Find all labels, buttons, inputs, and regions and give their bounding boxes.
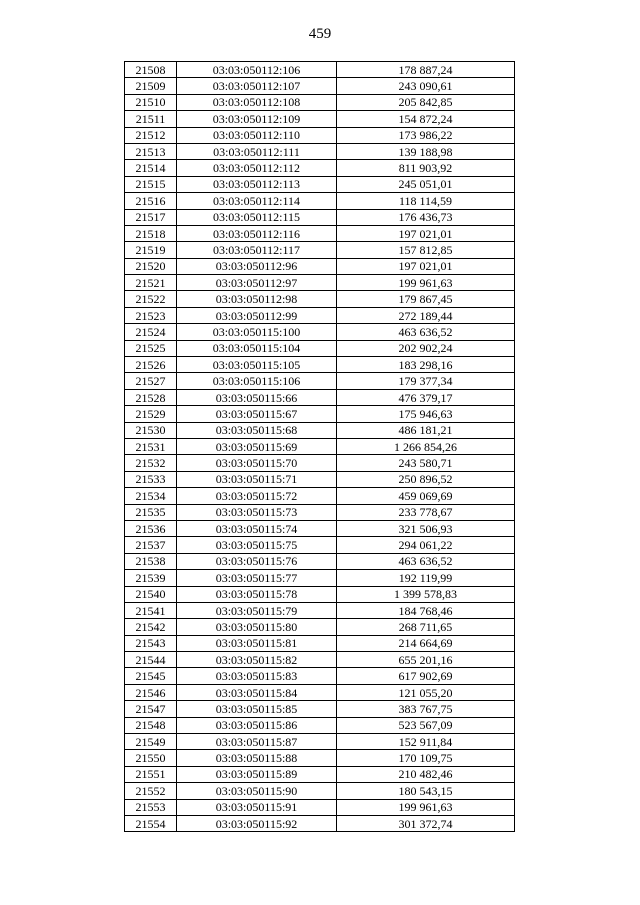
cadastral-number-cell: 03:03:050115:81: [177, 635, 337, 651]
cadastral-number-cell: 03:03:050112:114: [177, 193, 337, 209]
cadastral-number-cell: 03:03:050112:99: [177, 307, 337, 323]
row-number-cell: 21523: [125, 307, 177, 323]
table-row: [125, 766, 515, 782]
row-number-cell: 21543: [125, 635, 177, 651]
value-cell: 214 664,69: [337, 635, 515, 651]
cadastral-number-cell: 03:03:050115:78: [177, 586, 337, 602]
cadastral-number-cell: 03:03:050115:82: [177, 652, 337, 668]
value-cell: 243 580,71: [337, 455, 515, 471]
cadastral-number-cell: 03:03:050115:69: [177, 438, 337, 454]
value-cell: 1 399 578,83: [337, 586, 515, 602]
value-cell: 243 090,61: [337, 78, 515, 94]
cadastral-number-cell: 03:03:050112:106: [177, 62, 337, 78]
table-row: [125, 570, 515, 586]
table-row: [125, 242, 515, 258]
row-number-cell: 21519: [125, 242, 177, 258]
value-cell: 463 636,52: [337, 553, 515, 569]
table-row: [125, 422, 515, 438]
table-row: [125, 619, 515, 635]
table-row: [125, 668, 515, 684]
value-cell: 178 887,24: [337, 62, 515, 78]
value-cell: 121 055,20: [337, 684, 515, 700]
cadastral-number-cell: 03:03:050112:97: [177, 275, 337, 291]
row-number-cell: 21544: [125, 652, 177, 668]
table-row: [125, 799, 515, 815]
value-cell: 197 021,01: [337, 225, 515, 241]
row-number-cell: 21525: [125, 340, 177, 356]
cadastral-number-cell: 03:03:050115:105: [177, 357, 337, 373]
row-number-cell: 21538: [125, 553, 177, 569]
table-row: [125, 111, 515, 127]
table-row: [125, 684, 515, 700]
row-number-cell: 21509: [125, 78, 177, 94]
value-cell: 170 109,75: [337, 750, 515, 766]
value-cell: 245 051,01: [337, 176, 515, 192]
table-row: [125, 357, 515, 373]
cadastral-number-cell: 03:03:050115:83: [177, 668, 337, 684]
row-number-cell: 21534: [125, 488, 177, 504]
value-cell: 233 778,67: [337, 504, 515, 520]
cadastral-number-cell: 03:03:050115:100: [177, 324, 337, 340]
cadastral-number-cell: 03:03:050115:87: [177, 734, 337, 750]
cadastral-number-cell: 03:03:050112:98: [177, 291, 337, 307]
table-row: [125, 340, 515, 356]
row-number-cell: 21526: [125, 357, 177, 373]
row-number-cell: 21524: [125, 324, 177, 340]
row-number-cell: 21548: [125, 717, 177, 733]
cadastral-number-cell: 03:03:050115:85: [177, 701, 337, 717]
value-cell: 486 181,21: [337, 422, 515, 438]
value-cell: 459 069,69: [337, 488, 515, 504]
row-number-cell: 21551: [125, 766, 177, 782]
table-row: [125, 160, 515, 176]
value-cell: 197 021,01: [337, 258, 515, 274]
row-number-cell: 21552: [125, 783, 177, 799]
table-row: [125, 176, 515, 192]
cadastral-number-cell: 03:03:050115:84: [177, 684, 337, 700]
table-row: [125, 209, 515, 225]
value-cell: 210 482,46: [337, 766, 515, 782]
cadastral-number-cell: 03:03:050112:113: [177, 176, 337, 192]
table-row: [125, 94, 515, 110]
cadastral-number-cell: 03:03:050115:92: [177, 815, 337, 831]
row-number-cell: 21545: [125, 668, 177, 684]
row-number-cell: 21549: [125, 734, 177, 750]
table-row: [125, 504, 515, 520]
table-row: [125, 734, 515, 750]
table-row: [125, 471, 515, 487]
value-cell: 272 189,44: [337, 307, 515, 323]
value-cell: 1 266 854,26: [337, 438, 515, 454]
table-row: [125, 62, 515, 78]
row-number-cell: 21511: [125, 111, 177, 127]
row-number-cell: 21521: [125, 275, 177, 291]
table-row: [125, 537, 515, 553]
table-row: [125, 586, 515, 602]
row-number-cell: 21527: [125, 373, 177, 389]
cadastral-number-cell: 03:03:050115:104: [177, 340, 337, 356]
table-row: [125, 455, 515, 471]
value-cell: 173 986,22: [337, 127, 515, 143]
row-number-cell: 21554: [125, 815, 177, 831]
row-number-cell: 21522: [125, 291, 177, 307]
value-cell: 250 896,52: [337, 471, 515, 487]
row-number-cell: 21512: [125, 127, 177, 143]
value-cell: 183 298,16: [337, 357, 515, 373]
value-cell: 152 911,84: [337, 734, 515, 750]
table-row: [125, 275, 515, 291]
table-row: [125, 815, 515, 831]
cadastral-number-cell: 03:03:050112:111: [177, 143, 337, 159]
row-number-cell: 21510: [125, 94, 177, 110]
row-number-cell: 21516: [125, 193, 177, 209]
value-cell: 175 946,63: [337, 406, 515, 422]
row-number-cell: 21530: [125, 422, 177, 438]
cadastral-number-cell: 03:03:050115:66: [177, 389, 337, 405]
table-row: [125, 520, 515, 536]
row-number-cell: 21550: [125, 750, 177, 766]
row-number-cell: 21531: [125, 438, 177, 454]
cadastral-number-cell: 03:03:050115:68: [177, 422, 337, 438]
value-cell: 192 119,99: [337, 570, 515, 586]
registry-table: [124, 61, 515, 832]
table-row: [125, 78, 515, 94]
cadastral-number-cell: 03:03:050115:91: [177, 799, 337, 815]
value-cell: 179 377,34: [337, 373, 515, 389]
table-row: [125, 602, 515, 618]
registry-table-body: [125, 62, 515, 832]
value-cell: 476 379,17: [337, 389, 515, 405]
cadastral-number-cell: 03:03:050115:76: [177, 553, 337, 569]
value-cell: 154 872,24: [337, 111, 515, 127]
value-cell: 811 903,92: [337, 160, 515, 176]
value-cell: 383 767,75: [337, 701, 515, 717]
table-row: [125, 488, 515, 504]
row-number-cell: 21553: [125, 799, 177, 815]
value-cell: 202 902,24: [337, 340, 515, 356]
table-row: [125, 373, 515, 389]
table-row: [125, 225, 515, 241]
value-cell: 157 812,85: [337, 242, 515, 258]
cadastral-number-cell: 03:03:050112:108: [177, 94, 337, 110]
value-cell: 180 543,15: [337, 783, 515, 799]
cadastral-number-cell: 03:03:050115:67: [177, 406, 337, 422]
table-row: [125, 717, 515, 733]
value-cell: 179 867,45: [337, 291, 515, 307]
row-number-cell: 21539: [125, 570, 177, 586]
cadastral-number-cell: 03:03:050115:77: [177, 570, 337, 586]
cadastral-number-cell: 03:03:050112:115: [177, 209, 337, 225]
value-cell: 321 506,93: [337, 520, 515, 536]
cadastral-number-cell: 03:03:050115:71: [177, 471, 337, 487]
table-row: [125, 143, 515, 159]
table-row: [125, 635, 515, 651]
table-row: [125, 258, 515, 274]
table-row: [125, 701, 515, 717]
row-number-cell: 21508: [125, 62, 177, 78]
row-number-cell: 21542: [125, 619, 177, 635]
value-cell: 139 188,98: [337, 143, 515, 159]
row-number-cell: 21515: [125, 176, 177, 192]
row-number-cell: 21514: [125, 160, 177, 176]
table-row: [125, 193, 515, 209]
row-number-cell: 21520: [125, 258, 177, 274]
row-number-cell: 21547: [125, 701, 177, 717]
row-number-cell: 21517: [125, 209, 177, 225]
row-number-cell: 21532: [125, 455, 177, 471]
cadastral-number-cell: 03:03:050115:70: [177, 455, 337, 471]
table-row: [125, 406, 515, 422]
row-number-cell: 21541: [125, 602, 177, 618]
row-number-cell: 21537: [125, 537, 177, 553]
cadastral-number-cell: 03:03:050115:73: [177, 504, 337, 520]
value-cell: 301 372,74: [337, 815, 515, 831]
cadastral-number-cell: 03:03:050115:74: [177, 520, 337, 536]
cadastral-number-cell: 03:03:050112:117: [177, 242, 337, 258]
value-cell: 184 768,46: [337, 602, 515, 618]
row-number-cell: 21513: [125, 143, 177, 159]
cadastral-number-cell: 03:03:050115:80: [177, 619, 337, 635]
cadastral-number-cell: 03:03:050112:112: [177, 160, 337, 176]
table-row: [125, 291, 515, 307]
value-cell: 463 636,52: [337, 324, 515, 340]
table-row: [125, 438, 515, 454]
row-number-cell: 21529: [125, 406, 177, 422]
value-cell: 205 842,85: [337, 94, 515, 110]
cadastral-number-cell: 03:03:050115:79: [177, 602, 337, 618]
page-number: 459: [308, 26, 332, 42]
table-row: [125, 324, 515, 340]
row-number-cell: 21533: [125, 471, 177, 487]
cadastral-number-cell: 03:03:050115:88: [177, 750, 337, 766]
row-number-cell: 21546: [125, 684, 177, 700]
value-cell: 199 961,63: [337, 275, 515, 291]
cadastral-number-cell: 03:03:050115:89: [177, 766, 337, 782]
table-row: [125, 750, 515, 766]
cadastral-number-cell: 03:03:050112:109: [177, 111, 337, 127]
table-row: [125, 389, 515, 405]
row-number-cell: 21536: [125, 520, 177, 536]
cadastral-number-cell: 03:03:050112:116: [177, 225, 337, 241]
value-cell: 617 902,69: [337, 668, 515, 684]
table-row: [125, 783, 515, 799]
value-cell: 523 567,09: [337, 717, 515, 733]
row-number-cell: 21540: [125, 586, 177, 602]
cadastral-number-cell: 03:03:050115:106: [177, 373, 337, 389]
value-cell: 655 201,16: [337, 652, 515, 668]
cadastral-number-cell: 03:03:050115:90: [177, 783, 337, 799]
cadastral-number-cell: 03:03:050115:75: [177, 537, 337, 553]
cadastral-number-cell: 03:03:050115:72: [177, 488, 337, 504]
cadastral-number-cell: 03:03:050115:86: [177, 717, 337, 733]
table-row: [125, 127, 515, 143]
value-cell: 294 061,22: [337, 537, 515, 553]
table-row: [125, 307, 515, 323]
cadastral-number-cell: 03:03:050112:110: [177, 127, 337, 143]
row-number-cell: 21518: [125, 225, 177, 241]
table-row: [125, 652, 515, 668]
row-number-cell: 21528: [125, 389, 177, 405]
value-cell: 268 711,65: [337, 619, 515, 635]
table-row: [125, 553, 515, 569]
value-cell: 118 114,59: [337, 193, 515, 209]
value-cell: 176 436,73: [337, 209, 515, 225]
row-number-cell: 21535: [125, 504, 177, 520]
value-cell: 199 961,63: [337, 799, 515, 815]
cadastral-number-cell: 03:03:050112:107: [177, 78, 337, 94]
cadastral-number-cell: 03:03:050112:96: [177, 258, 337, 274]
